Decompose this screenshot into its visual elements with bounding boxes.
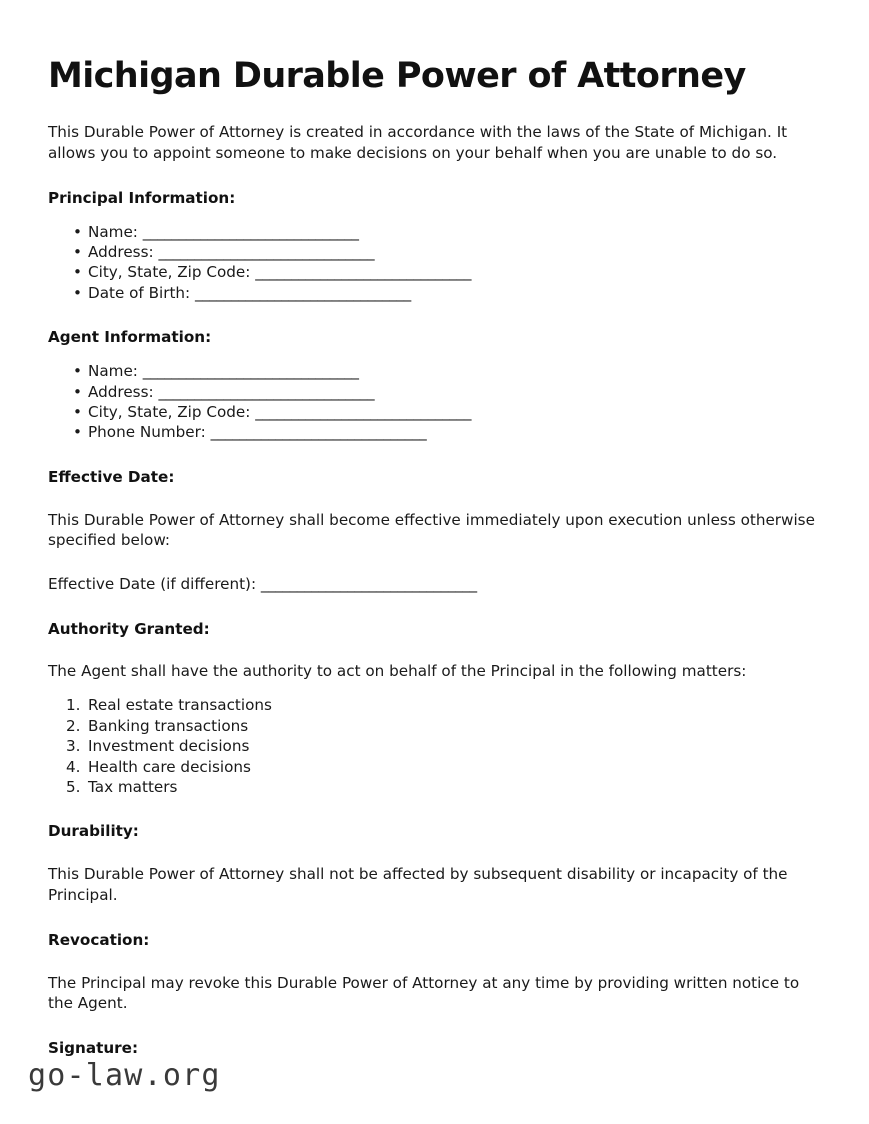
agent-information-fields: [48, 348, 820, 443]
authority-granted-body: The Agent shall have the authority to act on behalf of the Principal in the following matters:: [48, 662, 747, 681]
revocation-body: The Principal may revoke this Durable Power of Attorney at any time by providing written notice to the Agent.: [48, 973, 800, 1013]
list-item: Real estate transactions: [88, 696, 272, 715]
effective-date-body: This Durable Power of Attorney shall become effective immediately upon execution unless otherwise specified below:: [48, 510, 815, 550]
field-label: Address:: [88, 382, 154, 401]
section-heading-signature: Signature:: [48, 1039, 139, 1058]
section-heading-principal-information: Principal Information:: [48, 188, 236, 207]
effective-date-field: [48, 551, 820, 594]
list-item: Banking transactions: [88, 716, 249, 735]
section-heading-durability: Durability:: [48, 822, 139, 841]
field-blank[interactable]: ______________________________: [255, 402, 472, 421]
list-item: [48, 422, 820, 442]
section-heading-revocation: Revocation:: [48, 930, 150, 949]
principal-information-fields: [48, 209, 820, 304]
list-item: [48, 242, 820, 262]
list-item: [48, 402, 820, 422]
list-item: [48, 382, 820, 402]
watermark: go-law.org: [28, 1058, 221, 1093]
authority-granted-list: [48, 682, 820, 797]
field-label: Date of Birth:: [88, 283, 191, 302]
field-label: City, State, Zip Code:: [88, 263, 251, 282]
field-label: Effective Date (if different):: [48, 575, 257, 594]
field-blank[interactable]: ______________________________: [142, 222, 359, 241]
field-blank[interactable]: ______________________________: [260, 575, 477, 594]
section-heading-authority-granted: Authority Granted:: [48, 619, 210, 638]
field-blank[interactable]: ______________________________: [255, 263, 472, 282]
list-item: Health care decisions: [88, 757, 251, 776]
list-item: [48, 361, 820, 381]
field-label: Address:: [88, 243, 154, 262]
field-blank[interactable]: ______________________________: [158, 382, 375, 401]
field-blank[interactable]: ______________________________: [158, 243, 375, 262]
field-blank[interactable]: ______________________________: [142, 362, 359, 381]
field-label: Phone Number:: [88, 423, 206, 442]
list-item: Tax matters: [88, 778, 178, 797]
document-content: [48, 0, 820, 1059]
durability-body: This Durable Power of Attorney shall not be affected by subsequent disability or incapacity of the Principal.: [48, 865, 788, 905]
field-label: Name:: [88, 362, 138, 381]
list-item: [48, 262, 820, 282]
section-heading-agent-information: Agent Information:: [48, 328, 212, 347]
list-item: Investment decisions: [88, 737, 250, 756]
section-heading-effective-date: Effective Date:: [48, 467, 175, 486]
field-label: City, State, Zip Code:: [88, 402, 251, 421]
intro-paragraph: This Durable Power of Attorney is created in accordance with the laws of the State of Michigan. It allows you to appoint someone to make decisions on your behalf when you are unable to do so.: [48, 123, 788, 163]
list-item: [48, 222, 820, 242]
field-label: Name:: [88, 222, 138, 241]
page-title: Michigan Durable Power of Attorney: [48, 56, 746, 96]
field-blank[interactable]: ______________________________: [195, 283, 411, 302]
field-blank[interactable]: ______________________________: [210, 423, 427, 442]
list-item: [48, 283, 820, 303]
